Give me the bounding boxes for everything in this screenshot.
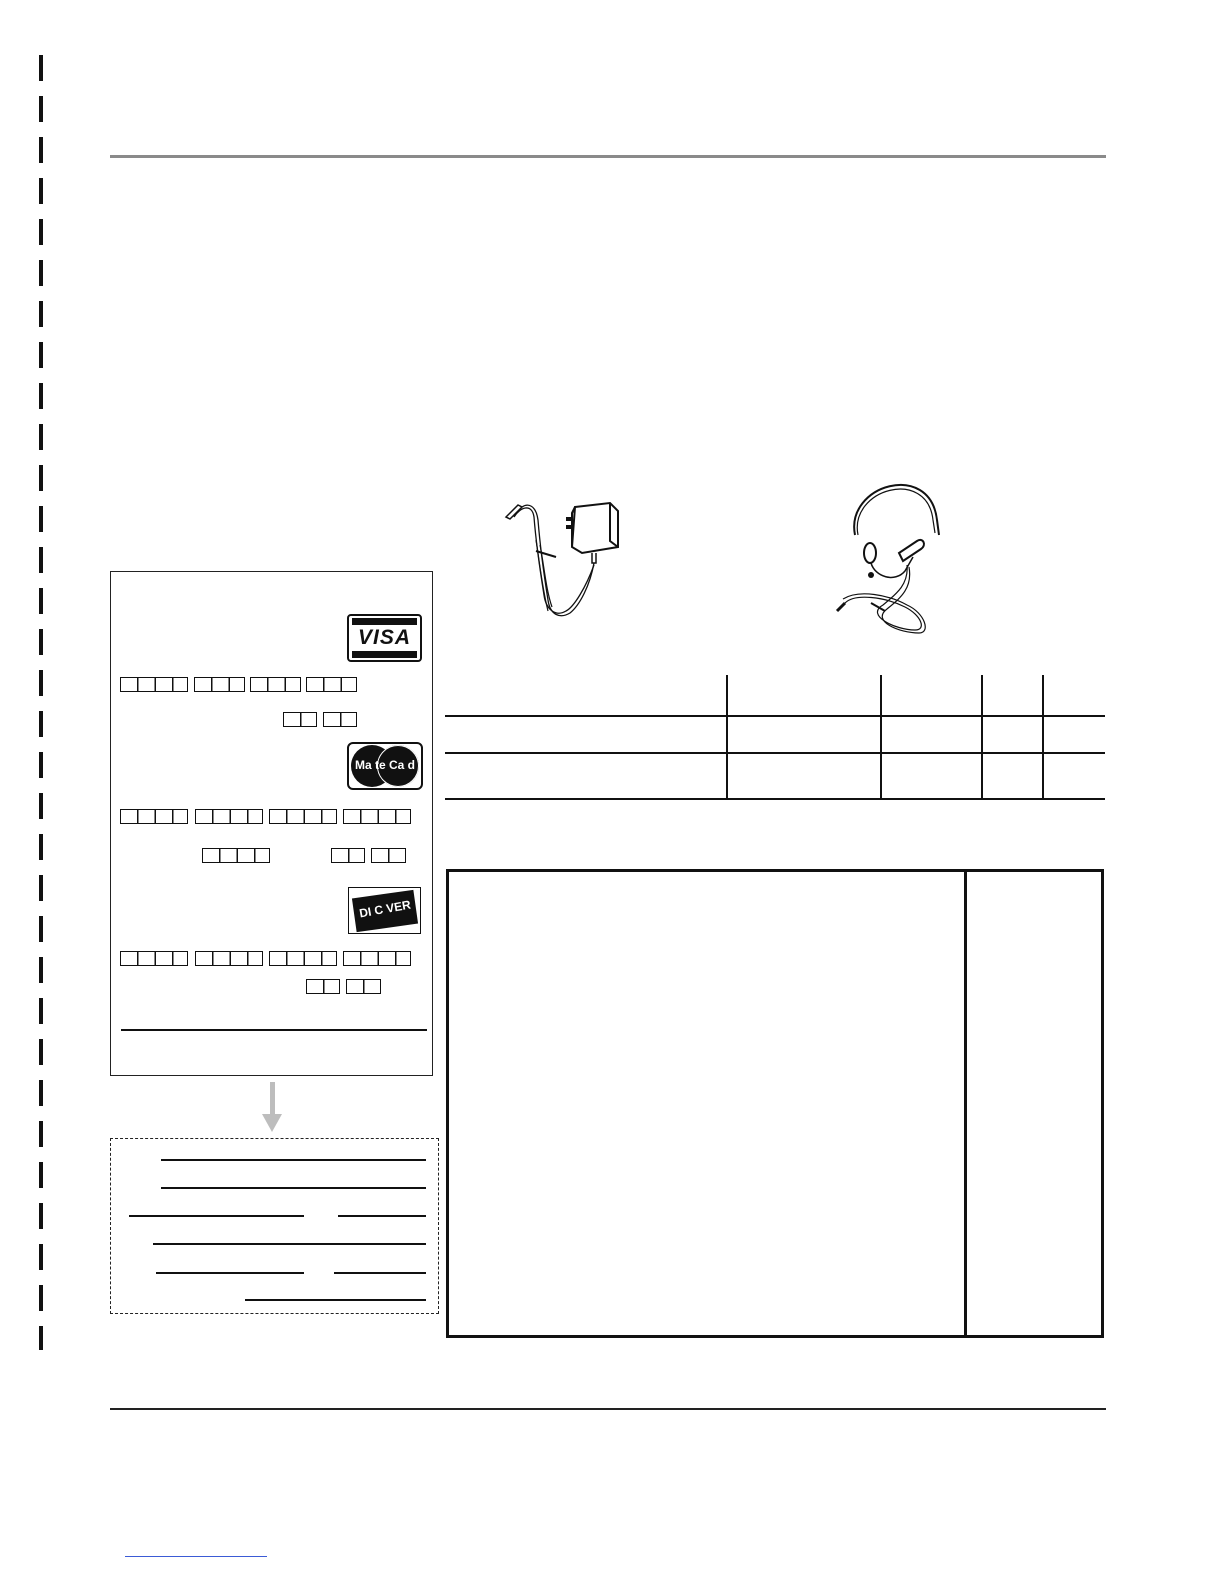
header-rule [110,155,1106,158]
headset-icon [835,465,945,640]
state-line[interactable] [338,1215,426,1217]
city-line[interactable] [129,1215,304,1217]
footer-rule [110,1408,1106,1410]
cut-line [39,55,43,1350]
visa-exp-year[interactable] [323,712,357,727]
visa-number-group-2[interactable] [194,677,245,692]
table-col-divider-2 [880,675,882,799]
order-summary-amount-column [964,869,967,1338]
phone-line[interactable] [334,1272,426,1274]
mastercard-number-group-2[interactable] [195,809,263,824]
mastercard-logo: Ma te Ca d [347,742,423,790]
address-line[interactable] [161,1187,426,1189]
discover-number-group-3[interactable] [269,951,337,966]
table-bottom-rule [445,798,1105,800]
mastercard-bank-number[interactable] [202,848,270,863]
discover-exp-month[interactable] [306,979,340,994]
shipping-address-panel [110,1138,439,1314]
discover-number-group-4[interactable] [343,951,411,966]
table-row[interactable] [445,752,1105,754]
mastercard-exp-year[interactable] [371,848,406,863]
mastercard-number-group-3[interactable] [269,809,337,824]
discover-logo: DI C VER [348,887,421,934]
email-line[interactable] [245,1299,426,1301]
table-row[interactable] [445,715,1105,717]
discover-number-group-2[interactable] [195,951,263,966]
name-line[interactable] [161,1159,426,1161]
down-arrow-head-icon [262,1114,282,1132]
discover-exp-year[interactable] [346,979,381,994]
down-arrow-icon [270,1082,275,1116]
mastercard-number-group-4[interactable] [343,809,411,824]
visa-number-group-4[interactable] [306,677,357,692]
table-col-divider-1 [726,675,728,799]
mastercard-number-group-1[interactable] [120,809,188,824]
country-line[interactable] [153,1243,426,1245]
visa-number-group-1[interactable] [120,677,188,692]
visa-logo: VISA [347,614,422,662]
table-col-divider-3 [981,675,983,799]
order-summary-box [446,869,1104,1338]
signature-line[interactable] [121,1029,427,1031]
visa-number-group-3[interactable] [250,677,301,692]
mastercard-exp-month[interactable] [331,848,365,863]
footer-link-underline[interactable] [125,1556,267,1557]
visa-exp-month[interactable] [283,712,317,727]
zip-line[interactable] [156,1272,304,1274]
table-col-divider-4 [1042,675,1044,799]
discover-number-group-1[interactable] [120,951,188,966]
ac-adapter-icon [500,495,625,625]
